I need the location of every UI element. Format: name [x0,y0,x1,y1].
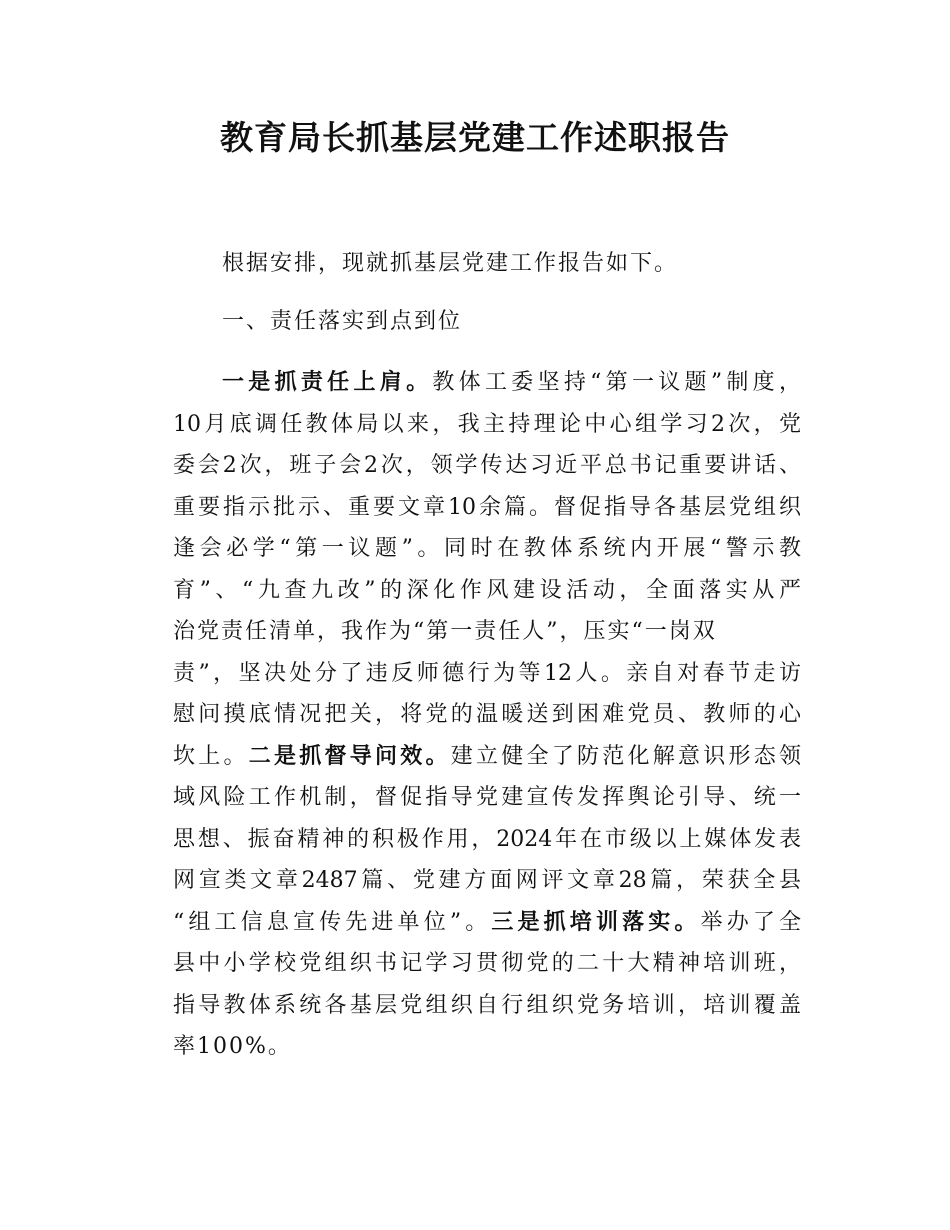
bold-lead-phrase: 三是抓培训落实。 [491,909,701,935]
paragraph-text: 教体工委坚持“第一议题”制度， [432,370,801,395]
paragraph-line [173,736,801,778]
paragraph-text: 慰问摸底情况把关，将党的温暖送到困难党员、教师的心 [173,702,801,727]
paragraph-line [173,653,801,695]
paragraph-line [173,943,801,985]
paragraph-text: 思想、振奋精神的积极作用，2024年在市级以上媒体发表 [173,826,801,852]
paragraph-text: 县中小学校党组织书记学习贯彻党的二十大精神培训班， [173,951,801,976]
bold-lead-phrase: 一是抓责任上肩。 [222,370,433,395]
paragraph-text: 建立健全了防范化解意识形态领 [450,743,801,769]
paragraph-line [173,528,801,570]
paragraph-line [173,362,801,404]
paragraph-line [173,694,801,736]
paragraph-text: “组工信息宣传先进单位”。 [173,909,492,935]
paragraph-text: 逢会必学“第一议题”。同时在教体系统内开展“警示教 [173,536,801,561]
paragraph-line [173,570,801,612]
paragraph-text: 育”、“九查九改”的深化作风建设活动，全面落实从严 [173,577,801,603]
paragraph-line [173,487,801,529]
intro-paragraph: 根据安排，现就抓基层党建工作报告如下。 [222,251,679,276]
paragraph-line [173,985,801,1027]
paragraph-text: 10月底调任教体局以来，我主持理论中心组学习2次，党 [173,411,801,437]
section-heading: 一、责任落实到点到位 [222,309,463,334]
paragraph-text: 重要指示批示、重要文章10余篇。督促指导各基层党组织 [173,494,801,520]
paragraph-text: 域风险工作机制，督促指导党建宣传发挥舆论引导、统一 [173,785,801,810]
bold-lead-phrase: 二是抓督导问效。 [248,743,451,769]
paragraph-line [173,777,801,819]
paragraph-text: 率100%。 [173,1034,292,1059]
paragraph-line [173,1026,801,1068]
paragraph-line [173,445,801,487]
document-title: 教育局长抓基层党建工作述职报告 [220,118,730,157]
paragraph-line [173,404,801,446]
paragraph-text: 坎上。 [173,743,249,769]
paragraph-line [173,819,801,861]
paragraph-text: 举办了全 [700,909,801,935]
paragraph-line [173,611,801,653]
paragraph-text: 指导教体系统各基层党组织自行组织党务培训，培训覆盖 [173,992,801,1018]
paragraph-text: 责”，坚决处分了违反师德行为等12人。亲自对春节走访 [173,660,801,686]
body-paragraph [173,362,801,1068]
paragraph-line [173,902,801,944]
paragraph-text: 网宣类文章2487篇、党建方面网评文章28篇，荣获全县 [173,868,801,893]
paragraph-text: 委会2次，班子会2次，领学传达习近平总书记重要讲话、 [173,453,801,478]
paragraph-line [173,860,801,902]
paragraph-text: 治党责任清单，我作为“第一责任人”，压实“一岗双 [173,619,717,644]
